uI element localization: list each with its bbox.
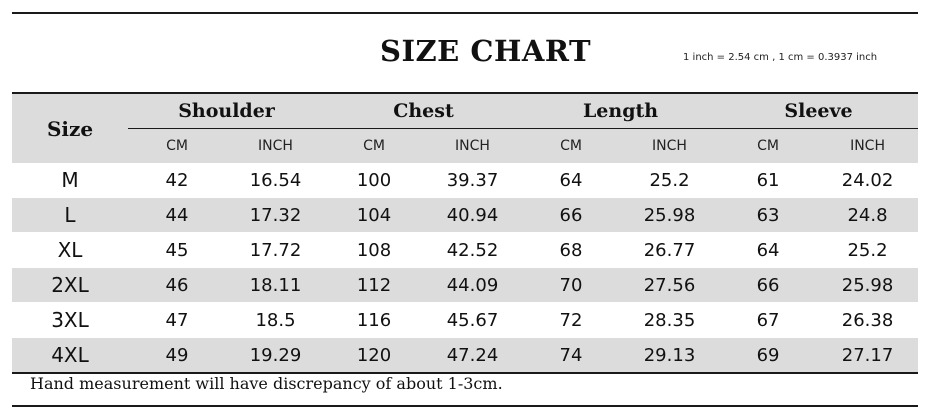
page-title: SIZE CHART	[380, 34, 592, 68]
sleeve-header: Sleeve	[719, 93, 918, 129]
table-row	[12, 233, 918, 268]
table-cell: 49	[128, 338, 226, 374]
size-cell: 3XL	[12, 303, 128, 338]
table-cell: 25.2	[817, 233, 918, 268]
chest-cm-header: CM	[325, 129, 423, 164]
table-cell: 44.09	[423, 268, 522, 303]
shoulder-cm-header: CM	[128, 129, 226, 164]
table-cell: 28.35	[620, 303, 719, 338]
table-cell: 45	[128, 233, 226, 268]
table-cell: 112	[325, 268, 423, 303]
table-cell: 25.2	[620, 163, 719, 198]
table-cell: 26.77	[620, 233, 719, 268]
table-row	[12, 338, 918, 374]
chest-header: Chest	[325, 93, 522, 129]
sleeve-inch-header: INCH	[817, 129, 918, 164]
table-cell: 25.98	[620, 198, 719, 233]
conversion-note: 1 inch = 2.54 cm , 1 cm = 0.3937 inch	[683, 52, 878, 63]
measurement-footnote: Hand measurement will have discrepancy of about 1-3cm.	[30, 374, 503, 393]
table-cell: 108	[325, 233, 423, 268]
table-cell: 47	[128, 303, 226, 338]
table-row	[12, 303, 918, 338]
table-cell: 24.02	[817, 163, 918, 198]
table-cell: 67	[719, 303, 817, 338]
table-cell: 61	[719, 163, 817, 198]
table-cell: 39.37	[423, 163, 522, 198]
table-cell: 25.98	[817, 268, 918, 303]
table-cell: 120	[325, 338, 423, 374]
table-cell: 29.13	[620, 338, 719, 374]
top-rule	[12, 12, 918, 14]
table-cell: 64	[719, 233, 817, 268]
table-cell: 27.17	[817, 338, 918, 374]
size-cell: L	[12, 198, 128, 233]
size-cell: XL	[12, 233, 128, 268]
table-row	[12, 268, 918, 303]
table-cell: 24.8	[817, 198, 918, 233]
sleeve-cm-header: CM	[719, 129, 817, 164]
length-cm-header: CM	[522, 129, 620, 164]
table-cell: 45.67	[423, 303, 522, 338]
table-cell: 70	[522, 268, 620, 303]
size-column-header: Size	[12, 93, 128, 163]
shoulder-header: Shoulder	[128, 93, 325, 129]
table-cell: 100	[325, 163, 423, 198]
shoulder-inch-header: INCH	[226, 129, 325, 164]
table-cell: 18.5	[226, 303, 325, 338]
size-cell: M	[12, 163, 128, 198]
unit-header-row	[12, 129, 918, 164]
group-header-row	[12, 93, 918, 129]
table-cell: 44	[128, 198, 226, 233]
size-cell: 2XL	[12, 268, 128, 303]
table-cell: 46	[128, 268, 226, 303]
length-inch-header: INCH	[620, 129, 719, 164]
table-cell: 64	[522, 163, 620, 198]
table-cell: 104	[325, 198, 423, 233]
table-row	[12, 163, 918, 198]
size-cell: 4XL	[12, 338, 128, 374]
table-row	[12, 198, 918, 233]
bottom-rule	[12, 405, 918, 407]
table-cell: 18.11	[226, 268, 325, 303]
size-chart-table	[12, 92, 918, 374]
table-cell: 68	[522, 233, 620, 268]
table-cell: 74	[522, 338, 620, 374]
table-cell: 26.38	[817, 303, 918, 338]
table-cell: 27.56	[620, 268, 719, 303]
table-cell: 69	[719, 338, 817, 374]
table-cell: 72	[522, 303, 620, 338]
table-cell: 17.32	[226, 198, 325, 233]
table-cell: 17.72	[226, 233, 325, 268]
length-header: Length	[522, 93, 719, 129]
table-cell: 63	[719, 198, 817, 233]
table-cell: 42.52	[423, 233, 522, 268]
table-cell: 47.24	[423, 338, 522, 374]
chest-inch-header: INCH	[423, 129, 522, 164]
table-cell: 66	[522, 198, 620, 233]
table-cell: 19.29	[226, 338, 325, 374]
table-cell: 16.54	[226, 163, 325, 198]
table-cell: 66	[719, 268, 817, 303]
table-cell: 116	[325, 303, 423, 338]
table-cell: 42	[128, 163, 226, 198]
table-cell: 40.94	[423, 198, 522, 233]
